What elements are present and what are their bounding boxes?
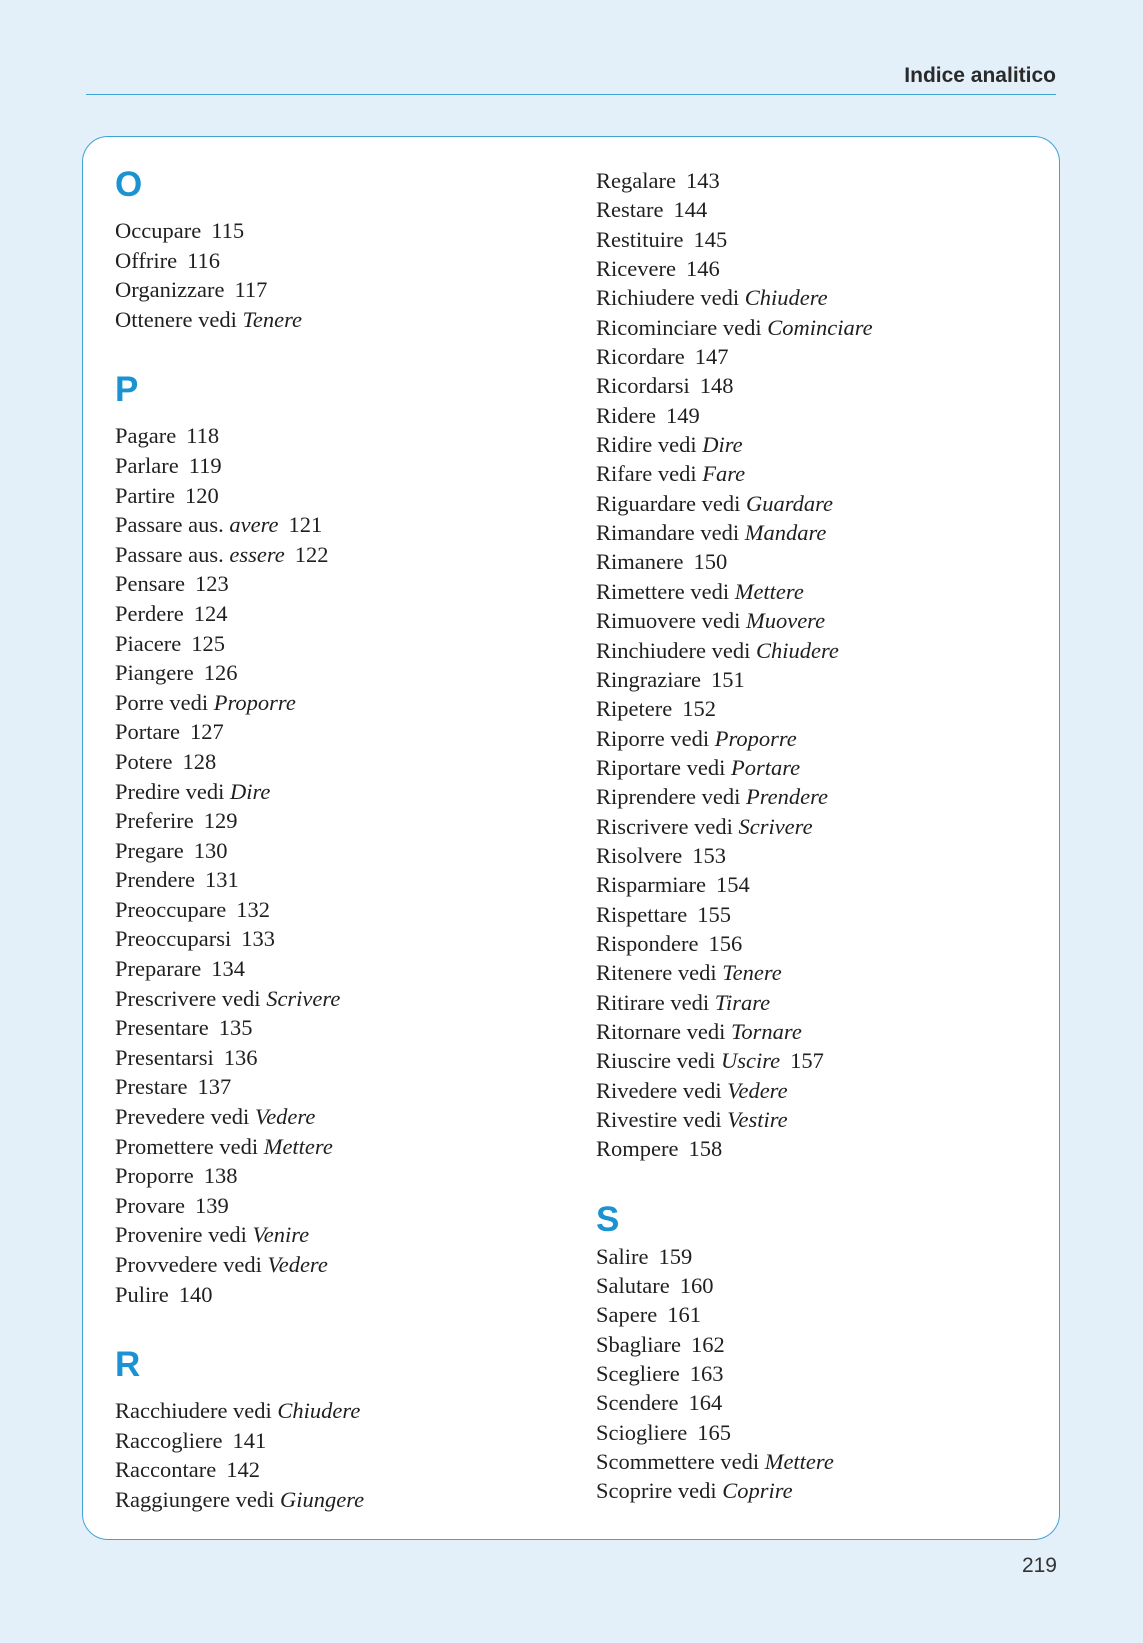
entry-verb: Regalare xyxy=(596,168,676,193)
entry-verb: Sciogliere xyxy=(596,1419,688,1445)
running-title: Indice analitico xyxy=(904,64,1056,87)
entry-see-reference: Prendere xyxy=(745,784,828,810)
entry-verb: Salire xyxy=(596,1243,649,1269)
entry-verb: Rimettere vedi xyxy=(596,578,730,604)
index-entry xyxy=(115,836,364,866)
index-entry xyxy=(115,1220,364,1250)
entry-page-number: 126 xyxy=(203,660,238,686)
entry-verb: Piacere xyxy=(115,630,182,656)
entry-verb: Riprendere vedi xyxy=(596,784,741,810)
index-column-right xyxy=(596,166,873,1506)
index-entry xyxy=(115,1485,364,1515)
index-entry xyxy=(596,1388,873,1417)
entry-verb: Piangere xyxy=(115,660,194,686)
entry-verb: Sbagliare xyxy=(596,1331,681,1357)
entry-see-reference: Chiudere xyxy=(755,637,839,663)
index-entry xyxy=(115,1132,364,1162)
index-entry xyxy=(596,1076,873,1105)
entry-page-number: 139 xyxy=(194,1192,229,1218)
index-entry xyxy=(596,1476,873,1505)
entry-verb: Provare xyxy=(115,1192,185,1218)
entry-page-number: 123 xyxy=(194,571,229,597)
index-entry xyxy=(596,782,873,811)
entry-verb: Ricordare xyxy=(596,344,685,370)
index-entry xyxy=(115,1426,364,1456)
entry-verb: Ottenere vedi xyxy=(115,306,237,332)
entry-verb: Prendere xyxy=(115,867,195,893)
entry-page-number: 155 xyxy=(697,901,731,927)
group-spacer xyxy=(596,1164,873,1198)
entry-verb: Preoccupare xyxy=(115,896,227,922)
index-column-left xyxy=(115,163,364,1515)
entry-page-number: 148 xyxy=(699,373,734,399)
entry-verb: Potere xyxy=(115,748,173,774)
index-entry xyxy=(115,895,364,925)
running-header xyxy=(86,60,1056,95)
index-entry xyxy=(596,577,873,606)
entry-verb: Perdere xyxy=(115,600,184,626)
index-entry xyxy=(115,777,364,807)
entry-verb: Ricordarsi xyxy=(596,373,690,399)
index-entry xyxy=(115,924,364,954)
entry-see-reference: Scrivere xyxy=(266,985,341,1011)
index-entry xyxy=(596,870,873,899)
entry-verb: Presentarsi xyxy=(115,1044,214,1070)
entry-verb: Scommettere vedi xyxy=(596,1449,760,1475)
entry-verb: Ritornare vedi xyxy=(596,1018,726,1044)
index-entry xyxy=(596,1242,873,1271)
index-entry xyxy=(115,688,364,718)
entry-verb: Prescrivere vedi xyxy=(115,985,261,1011)
index-entry xyxy=(596,1017,873,1046)
index-entry xyxy=(115,954,364,984)
index-entry xyxy=(596,342,873,371)
entry-page-number: 151 xyxy=(710,666,745,692)
entry-see-reference: Proporre xyxy=(714,725,797,751)
entry-see-reference: Portare xyxy=(730,754,801,780)
index-entry xyxy=(596,1134,873,1163)
entry-page-number: 159 xyxy=(658,1243,693,1269)
entry-page-number: 121 xyxy=(288,512,323,538)
entry-page-number: 145 xyxy=(693,226,728,252)
entry-page-number: 133 xyxy=(241,926,275,952)
index-entry xyxy=(115,1013,364,1043)
entry-verb: Proporre xyxy=(115,1163,194,1189)
entry-page-number: 134 xyxy=(211,956,245,982)
index-entry xyxy=(596,606,873,635)
entry-verb: Occupare xyxy=(115,218,202,243)
entry-verb: Prestare xyxy=(115,1074,188,1100)
entry-verb: Riguardare vedi xyxy=(596,490,741,516)
entry-page-number: 146 xyxy=(685,256,720,282)
entry-see-reference: Chiudere xyxy=(744,285,828,311)
entry-page-number: 147 xyxy=(694,344,729,370)
entry-page-number: 132 xyxy=(236,896,270,922)
index-entry xyxy=(596,1418,873,1447)
entry-verb: Rinchiudere vedi xyxy=(596,637,751,663)
entry-page-number: 120 xyxy=(184,482,219,508)
entry-verb: Ridere xyxy=(596,402,656,428)
entry-verb: Rimandare vedi xyxy=(596,520,740,546)
entry-page-number: 158 xyxy=(688,1136,723,1162)
index-entry xyxy=(596,1447,873,1476)
index-entry xyxy=(115,865,364,895)
entry-page-number: 161 xyxy=(667,1302,701,1328)
index-entry xyxy=(115,717,364,747)
index-entry xyxy=(596,313,873,342)
entry-see-reference: Dire xyxy=(229,778,271,804)
entry-verb: Preoccuparsi xyxy=(115,926,232,952)
index-entry xyxy=(596,459,873,488)
entry-page-number: 136 xyxy=(223,1044,258,1070)
entry-page-number: 119 xyxy=(188,452,222,478)
entry-page-number: 144 xyxy=(673,197,708,223)
entry-page-number: 163 xyxy=(689,1361,724,1387)
index-entry xyxy=(115,984,364,1014)
index-entry xyxy=(596,195,873,224)
entry-verb: Racchiudere vedi xyxy=(115,1398,272,1424)
entry-verb: Raggiungere vedi xyxy=(115,1486,275,1512)
index-entry xyxy=(596,753,873,782)
entry-verb: Restituire xyxy=(596,226,684,252)
entry-verb: Parlare xyxy=(115,452,179,478)
entry-see-reference: Mettere xyxy=(263,1133,333,1159)
index-entry xyxy=(596,1105,873,1134)
index-letter-heading: R xyxy=(115,1345,141,1385)
entry-page-number: 165 xyxy=(697,1419,731,1445)
entry-see-reference: Tenere xyxy=(242,306,303,332)
entry-page-number: 118 xyxy=(186,423,220,449)
entry-page-number: 128 xyxy=(182,748,217,774)
entry-see-reference: Guardare xyxy=(745,490,834,516)
index-letter-heading: P xyxy=(115,370,139,410)
entry-verb: Provvedere vedi xyxy=(115,1252,262,1277)
index-entry xyxy=(596,1271,873,1300)
entry-page-number: 164 xyxy=(688,1390,723,1416)
index-entry xyxy=(596,929,873,958)
index-entry xyxy=(596,1046,873,1075)
index-entry xyxy=(596,1330,873,1359)
entry-see-reference: Tornare xyxy=(730,1018,802,1044)
index-entry xyxy=(596,1300,873,1329)
entry-verb: Predire vedi xyxy=(115,778,225,804)
entry-verb: Riporre vedi xyxy=(596,725,710,751)
entry-verb: Promettere vedi xyxy=(115,1133,259,1159)
entry-page-number: 141 xyxy=(232,1427,267,1453)
index-entry xyxy=(115,569,364,599)
entry-verb: Rispettare xyxy=(596,901,688,927)
entry-verb: Rifare vedi xyxy=(596,461,697,487)
entry-see-reference: Vedere xyxy=(727,1077,788,1103)
entry-page-number: 162 xyxy=(690,1331,725,1357)
entry-verb: Restare xyxy=(596,197,664,223)
index-entry xyxy=(596,518,873,547)
entry-page-number: 131 xyxy=(204,867,239,893)
entry-verb: Rompere xyxy=(596,1136,679,1162)
group-spacer xyxy=(115,334,364,368)
index-entry xyxy=(115,246,364,276)
entry-page-number: 115 xyxy=(211,218,245,243)
index-entry xyxy=(115,481,364,511)
entry-verb: Pensare xyxy=(115,571,185,597)
entry-page-number: 129 xyxy=(203,808,238,834)
index-entry xyxy=(115,1396,364,1426)
entry-see-reference: Vedere xyxy=(267,1252,328,1277)
entry-verb: Passare aus. xyxy=(115,541,224,567)
index-entry xyxy=(596,958,873,987)
index-entry xyxy=(596,694,873,723)
entry-page-number: 125 xyxy=(191,630,225,656)
entry-page-number: 153 xyxy=(692,842,726,868)
entry-verb: Ritirare vedi xyxy=(596,989,710,1015)
index-entry xyxy=(115,510,364,540)
entry-verb: Scendere xyxy=(596,1390,679,1416)
entry-verb: Scoprire vedi xyxy=(596,1478,717,1504)
entry-see-reference: Giungere xyxy=(279,1486,365,1512)
entry-see-reference: Vedere xyxy=(254,1104,316,1130)
entry-verb: Prevedere vedi xyxy=(115,1104,250,1130)
index-entry xyxy=(596,547,873,576)
entry-verb: Rivedere vedi xyxy=(596,1077,722,1103)
entry-verb: Rimanere xyxy=(596,549,684,575)
index-entry xyxy=(115,1072,364,1102)
entry-see-reference: Mettere xyxy=(764,1449,834,1475)
group-spacer xyxy=(115,1309,364,1343)
index-entry xyxy=(596,371,873,400)
entry-verb: Organizzare xyxy=(115,277,225,303)
entry-see-reference: Coprire xyxy=(722,1478,793,1504)
entry-verb: Passare aus. xyxy=(115,512,224,538)
entry-page-number: 130 xyxy=(193,837,228,863)
entry-page-number: 135 xyxy=(218,1015,253,1041)
index-entry xyxy=(596,665,873,694)
entry-verb: Rivestire vedi xyxy=(596,1107,722,1132)
index-entry xyxy=(115,747,364,777)
entry-see-reference: Dire xyxy=(702,432,743,458)
entry-page-number: 142 xyxy=(226,1457,260,1483)
entry-verb: Preferire xyxy=(115,808,194,834)
index-entry xyxy=(115,451,364,481)
index-entry xyxy=(115,806,364,836)
index-entry xyxy=(596,724,873,753)
index-entry xyxy=(115,629,364,659)
entry-verb: Ripetere xyxy=(596,696,673,722)
entry-page-number: 154 xyxy=(715,872,750,898)
entry-see-reference: Tirare xyxy=(714,989,771,1015)
index-entry xyxy=(596,254,873,283)
index-entry xyxy=(115,658,364,688)
entry-verb: Ricominciare vedi xyxy=(596,314,762,340)
entry-see-reference: Muovere xyxy=(745,608,826,634)
entry-see-reference: Cominciare xyxy=(767,314,873,340)
entry-verb: Offrire xyxy=(115,247,178,273)
entry-auxiliary: essere xyxy=(229,541,285,567)
index-entry xyxy=(596,636,873,665)
entry-page-number: 150 xyxy=(693,549,728,575)
entry-verb: Ricevere xyxy=(596,256,676,282)
index-entry xyxy=(596,166,873,195)
entry-verb: Sapere xyxy=(596,1302,658,1328)
entry-verb: Pagare xyxy=(115,423,177,449)
entry-verb: Preparare xyxy=(115,956,202,982)
entry-verb: Provenire vedi xyxy=(115,1222,247,1248)
entry-auxiliary: avere xyxy=(229,512,279,538)
entry-verb: Rispondere xyxy=(596,930,699,956)
entry-see-reference: Mettere xyxy=(734,578,804,604)
index-entry xyxy=(115,540,364,570)
entry-page-number: 143 xyxy=(685,168,720,193)
entry-page-number: 116 xyxy=(187,247,220,273)
entry-see-reference: Chiudere xyxy=(277,1398,361,1424)
entry-verb: Porre vedi xyxy=(115,689,209,715)
entry-page-number: 156 xyxy=(708,930,743,956)
entry-page-number: 122 xyxy=(294,541,329,567)
entry-verb: Scegliere xyxy=(596,1361,680,1387)
index-entry xyxy=(115,1043,364,1073)
entry-verb: Portare xyxy=(115,719,180,745)
entry-verb: Raccontare xyxy=(115,1457,217,1483)
index-entry xyxy=(596,401,873,430)
index-entry xyxy=(115,1280,364,1310)
entry-page-number: 117 xyxy=(234,277,268,303)
entry-verb: Richiudere vedi xyxy=(596,285,740,311)
entry-verb: Pregare xyxy=(115,837,184,863)
entry-see-reference: Proporre xyxy=(213,689,296,715)
entry-page-number: 152 xyxy=(682,696,716,722)
entry-verb: Risolvere xyxy=(596,842,683,868)
index-entry xyxy=(596,430,873,459)
index-entry xyxy=(596,225,873,254)
entry-verb: Partire xyxy=(115,482,175,508)
entry-see-reference: Vestire xyxy=(727,1107,788,1132)
entry-verb: Ritenere vedi xyxy=(596,960,717,986)
index-entry xyxy=(115,1102,364,1132)
entry-page-number: 124 xyxy=(193,600,228,626)
entry-verb: Pulire xyxy=(115,1281,169,1307)
index-entry xyxy=(115,1455,364,1485)
index-entry xyxy=(596,812,873,841)
entry-see-reference: Scrivere xyxy=(738,813,813,839)
entry-verb: Ridire vedi xyxy=(596,432,697,458)
entry-page-number: 160 xyxy=(679,1273,714,1299)
entry-verb: Raccogliere xyxy=(115,1427,223,1453)
index-letter-heading: O xyxy=(115,165,143,204)
index-entry xyxy=(115,599,364,629)
entry-see-reference: Fare xyxy=(702,461,746,487)
entry-see-reference: Venire xyxy=(252,1222,310,1248)
index-entry xyxy=(115,1161,364,1191)
entry-page-number: 127 xyxy=(189,719,224,745)
entry-see-reference: Uscire xyxy=(720,1048,781,1074)
entry-page-number: 140 xyxy=(178,1281,213,1307)
index-entry xyxy=(596,988,873,1017)
index-entry xyxy=(115,1250,364,1280)
index-entry xyxy=(115,275,364,305)
entry-verb: Ringraziare xyxy=(596,666,701,692)
entry-verb: Salutare xyxy=(596,1273,670,1299)
index-entry xyxy=(115,216,364,246)
entry-verb: Risparmiare xyxy=(596,872,706,898)
entry-page-number: 157 xyxy=(790,1048,824,1074)
entry-page-number: 149 xyxy=(665,402,700,428)
entry-see-reference: Tenere xyxy=(722,960,782,986)
entry-page-number: 138 xyxy=(203,1163,238,1189)
entry-verb: Riportare vedi xyxy=(596,754,726,780)
entry-see-reference: Mandare xyxy=(744,520,827,546)
index-entry xyxy=(115,421,364,451)
index-letter-heading: S xyxy=(596,1199,620,1239)
entry-page-number: 137 xyxy=(197,1074,232,1100)
index-entry xyxy=(115,1191,364,1221)
entry-verb: Rimuovere vedi xyxy=(596,608,741,634)
index-entry xyxy=(596,900,873,929)
index-entry xyxy=(596,841,873,870)
index-entry xyxy=(596,489,873,518)
index-entry xyxy=(596,283,873,312)
entry-verb: Presentare xyxy=(115,1015,209,1041)
index-entry xyxy=(115,305,364,335)
entry-verb: Riscrivere vedi xyxy=(596,813,733,839)
index-entry xyxy=(596,1359,873,1388)
entry-verb: Riuscire vedi xyxy=(596,1048,716,1074)
page-number: 219 xyxy=(1021,1554,1057,1577)
